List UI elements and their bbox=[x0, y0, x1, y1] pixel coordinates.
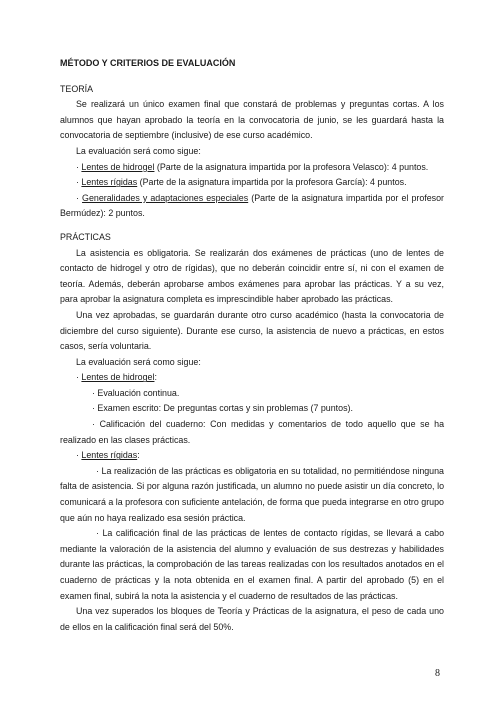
document-body bbox=[60, 56, 444, 635]
practicas-paragraph-1: La asistencia es obligatoria. Se realizarán dos exámenes de prácticas (uno de lentes de contacto de hidrogel y otro de rígidas), que no deberán coincidir entre sí, ni con el examen de teoría. Además, deberán aprobarse ambos exámenes para aprobar las prácticas. Y a su vez, para aprobar la asignatura completa es imprescindible haber aprobado las prácticas. bbox=[60, 247, 444, 305]
hidrogel-item-text: Examen escrito: De preguntas cortas y sin problemas (7 puntos). bbox=[97, 403, 353, 414]
teoria-item-rigidas-text: (Parte de la asignatura impartida por la profesora García): 4 puntos. bbox=[137, 177, 407, 188]
final-paragraph: Una vez superados los bloques de Teoría y Prácticas de la asignatura, el peso de cada uno de ellos en la calificación final será del 50%. bbox=[60, 606, 444, 632]
teoria-paragraph: Se realizará un único examen final que constará de problemas y preguntas cortas. A los alumnos que hayan aprobado la teoría en la convocatoria de junio, se les guardará hasta la convocatoria de septiembre (inclusive) de ese curso académico. bbox=[60, 99, 444, 141]
rigidas-paragraph-2-text: La calificación final de las prácticas de lentes de contacto rígidas, se llevará a cabo mediante la valoración de la asistencia del alumno y evaluación de sus destrezas y habilidades durante las prácticas, la comprobación de las tareas realizadas con los resultados anotados en el cuaderno de prácticas y la nota obtenida en el examen final. A partir del aprobado (5) en el examen final, subirá la nota la asistencia y el cuaderno de resultados de las prácticas. bbox=[60, 528, 445, 601]
teoria-item-generalidades-label: Generalidades y adaptaciones especiales bbox=[82, 192, 249, 203]
rigidas-paragraph-1-text: La realización de las prácticas es obligatoria en su totalidad, no permitiéndose ninguna falta de asistencia. Si por alguna razón justificada, un alumno no puede asistir un día concreto, lo comunicará a la profesora con suficiente antelación, de forma que pueda integrarse en otro grupo que aún no haya realizado esa sesión práctica. bbox=[60, 465, 444, 523]
teoria-item-hidrogel-label: Lentes de hidrogel bbox=[81, 161, 155, 172]
teoria-title: TEORÍA bbox=[60, 83, 94, 94]
teoria-item-generalidades: · Generalidades y adaptaciones especiales (Parte de la asignatura impartida por el profesor Bermúdez): 2 puntos. bbox=[60, 192, 445, 219]
teoria-item-hidrogel-text: (Parte de la asignatura impartida por la profesora Velasco): 4 puntos. bbox=[154, 161, 429, 172]
practicas-hidrogel-heading: · Lentes de hidrogel: bbox=[76, 372, 157, 383]
teoria-item-rigidas-label: Lentes rígidas bbox=[81, 177, 138, 188]
practicas-rigidas-heading: · Lentes rígidas: bbox=[76, 450, 140, 461]
hidrogel-item-text: Calificación del cuaderno: Con medidas y comentarios de todo aquello que se ha realizado en las clases prácticas. bbox=[60, 419, 445, 445]
hidrogel-item-text: Evaluación continua. bbox=[97, 387, 180, 398]
hidrogel-item: · Evaluación continua. bbox=[92, 387, 180, 398]
teoria-item-rigidas: · Lentes rígidas (Parte de la asignatura impartida por la profesora García): 4 puntos. bbox=[76, 177, 407, 188]
section-title: MÉTODO Y CRITERIOS DE EVALUACIÓN bbox=[60, 58, 236, 68]
hidrogel-item: · Calificación del cuaderno: Con medidas y comentarios de todo aquello que se ha realizado en las clases prácticas. bbox=[60, 419, 445, 445]
hidrogel-item: · Examen escrito: De preguntas cortas y sin problemas (7 puntos). bbox=[92, 403, 353, 414]
teoria-intro: La evaluación será como sigue: bbox=[76, 145, 201, 156]
rigidas-paragraph-1: · La realización de las prácticas es obligatoria en su totalidad, no permitiéndose ninguna falta de asistencia. Si por alguna razón justificada, un alumno no puede asistir un día concreto, lo comunicará a la profesora con suficiente antelación, de forma que pueda integrarse en otro grupo que aún no haya realizado esa sesión práctica. bbox=[60, 465, 444, 523]
practicas-title: PRÁCTICAS bbox=[60, 231, 111, 242]
practicas-rigidas-label: Lentes rígidas bbox=[81, 450, 138, 461]
practicas-intro: La evaluación será como sigue: bbox=[76, 356, 201, 367]
practicas-paragraph-2: Una vez aprobadas, se guardarán durante otro curso académico (hasta la convocatoria de diciembre del curso siguiente). Durante ese curso, la asistencia de nuevo a prácticas, en estos casos, sería voluntaria. bbox=[60, 309, 444, 352]
teoria-item-generalidades-text: (Parte de la asignatura impartida por el profesor Bermúdez): 2 puntos. bbox=[60, 192, 445, 219]
rigidas-paragraph-2: · La calificación final de las prácticas de lentes de contacto rígidas, se llevará a cabo mediante la valoración de la asistencia del alumno y evaluación de sus destrezas y habilidades durante las prácticas, la comprobación de las tareas realizadas con los resultados anotados en el cuaderno de prácticas y la nota obtenida en el examen final. A partir del aprobado (5) en el examen final, subirá la nota la asistencia y el cuaderno de resultados de las prácticas. bbox=[60, 528, 445, 601]
page-number: 8 bbox=[435, 668, 440, 679]
teoria-item-hidrogel: · Lentes de hidrogel (Parte de la asignatura impartida por la profesora Velasco): 4 puntos. bbox=[76, 161, 429, 172]
practicas-hidrogel-label: Lentes de hidrogel bbox=[81, 372, 155, 383]
